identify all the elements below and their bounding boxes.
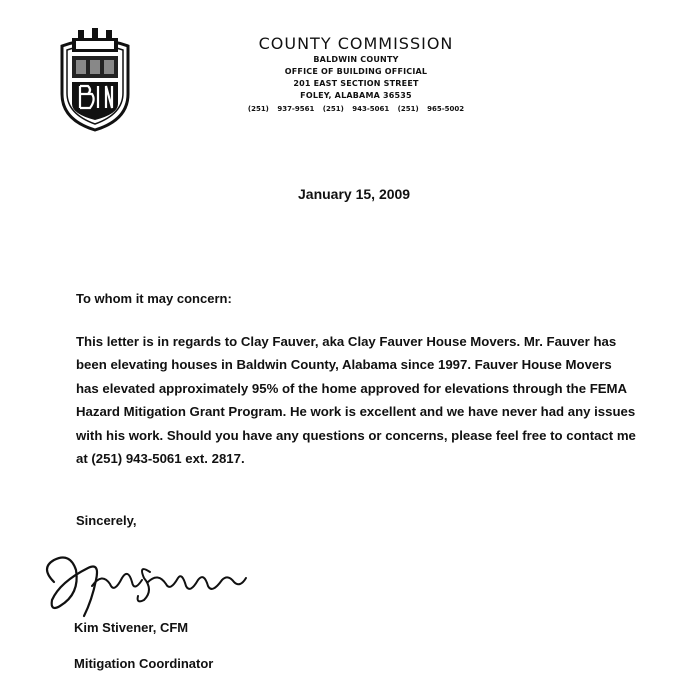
- letterhead-phones: [225, 103, 487, 115]
- letterhead-city: FOLEY, ALABAMA 36535: [300, 91, 412, 100]
- signer-name: Kim Stivener, CFM: [74, 620, 189, 635]
- handwritten-signature: [40, 542, 255, 622]
- letter-closing: Sincerely,: [76, 513, 137, 528]
- phone-number: (251) 937-9561: [247, 105, 315, 113]
- letterhead-office: OFFICE OF BUILDING OFFICIAL: [284, 67, 428, 76]
- letter-salutation: To whom it may concern:: [76, 291, 232, 306]
- letterhead: [225, 34, 487, 115]
- letterhead-title: COUNTY COMMISSION: [258, 34, 454, 53]
- phone-number: (251) 943-5061: [322, 105, 390, 113]
- letter-body: This letter is in regards to Clay Fauver, aka Clay Fauver House Movers. Mr. Fauver has been elevating houses in Baldwin County, Alabama since 1997. Fauver House Movers has elevated approximately 95% of the home approved for elevations through the FEMA Hazard Mitigation Grant Program. He work is excellent and we have never had any issues with his work. Should you have any questions or concerns, please feel free to contact me at (251) 943-5061 ext. 2817.: [76, 334, 636, 467]
- county-seal-icon: [58, 28, 132, 132]
- letter-date: January 15, 2009: [298, 186, 411, 202]
- signer-title: Mitigation Coordinator: [74, 656, 214, 671]
- letterhead-street: 201 EAST SECTION STREET: [293, 79, 419, 88]
- letterhead-county: BALDWIN COUNTY: [313, 55, 399, 64]
- phone-number: (251) 965-5002: [397, 105, 465, 113]
